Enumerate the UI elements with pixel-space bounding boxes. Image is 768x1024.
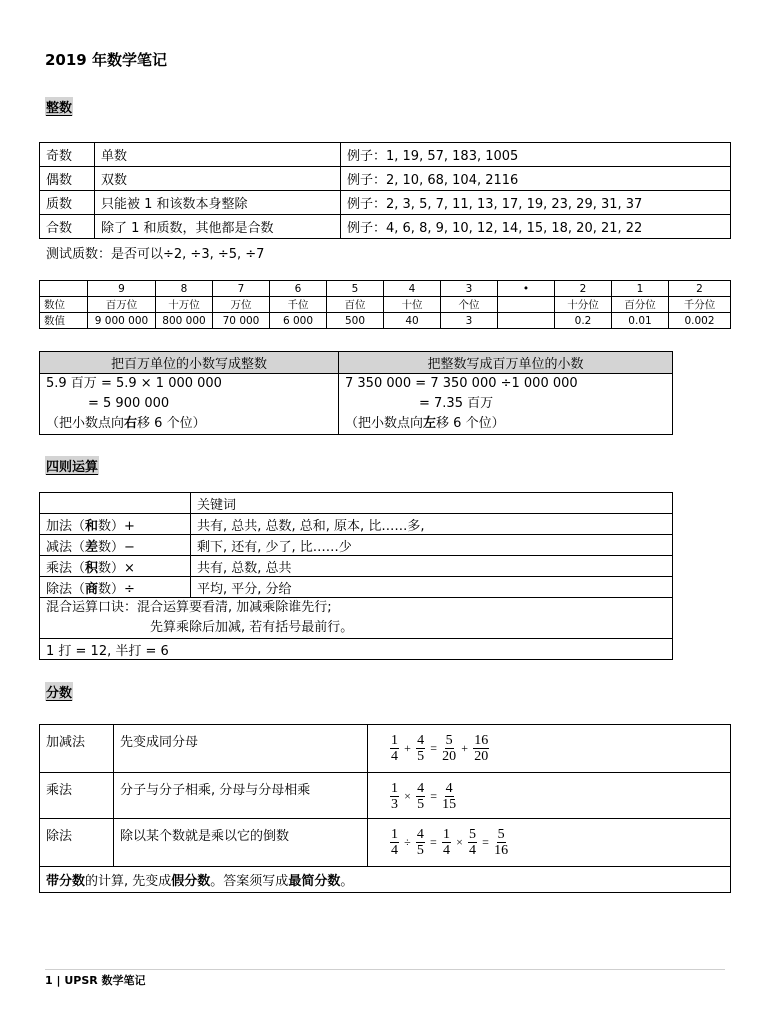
denominator: 15 (442, 797, 457, 812)
table-row (40, 598, 673, 639)
place-digit: • (498, 281, 555, 297)
op-emphasis: 差 (85, 539, 99, 555)
number-type-desc: 单数 (95, 143, 341, 167)
place-digit: 5 (327, 281, 384, 297)
math-expression (374, 825, 508, 858)
fraction (442, 827, 451, 858)
fraction (390, 781, 399, 812)
place-value-value-row (40, 313, 731, 329)
fraction (390, 733, 399, 764)
place-digit: 9 (88, 281, 156, 297)
op-text: 减法（ (46, 539, 86, 555)
prime-test-note: 测试质数：是否可以÷2, ÷3, ÷5, ÷7 (46, 247, 265, 262)
number-type-name: 奇数 (40, 143, 95, 167)
equation-line: 5.9 百万 = 5.9 × 1 000 000 (46, 376, 222, 391)
op-text: 数）+ (98, 518, 135, 534)
page-footer: 1 | UPSR 数学笔记 (45, 974, 146, 987)
place-position: 十位 (384, 297, 441, 313)
table-row (40, 725, 731, 773)
numerator: 5 (497, 827, 505, 842)
math-expression (374, 731, 489, 764)
number-type-example: 例子：2, 3, 5, 7, 11, 13, 17, 19, 23, 29, 31, 37 (341, 191, 731, 215)
numerator: 1 (391, 733, 398, 748)
note-emphasis: 左 (423, 416, 437, 431)
denominator: 4 (469, 843, 476, 858)
place-position: 十万位 (156, 297, 213, 313)
rule-note (46, 414, 332, 434)
op-text: 加法（ (46, 518, 86, 534)
place-value: 6 000 (270, 313, 327, 329)
number-type-example: 例子：4, 6, 8, 9, 10, 12, 14, 15, 18, 20, 21, 22 (341, 215, 731, 239)
empty-cell (498, 313, 555, 329)
column-header: 把百万单位的小数写成整数 (40, 352, 339, 374)
place-position: 个位 (441, 297, 498, 313)
place-value: 800 000 (156, 313, 213, 329)
place-position: 万位 (213, 297, 270, 313)
numerator: 16 (474, 733, 489, 748)
million-conversion-table (39, 351, 673, 435)
denominator: 20 (474, 749, 489, 764)
numerator: 4 (417, 781, 425, 796)
table-row (40, 374, 673, 435)
multiply-sign: × (404, 789, 411, 803)
note-text: 。答案须写成 (210, 874, 289, 889)
operation-keywords: 共有, 总数, 总共 (191, 556, 673, 577)
equation-line: = 7.35 百万 (419, 396, 494, 411)
math-expression (374, 779, 456, 812)
note-emphasis: 右 (124, 416, 138, 431)
number-type-name: 合数 (40, 215, 95, 239)
operation-keywords: 平均, 平分, 分给 (191, 577, 673, 598)
row-label: 数值 (40, 313, 88, 329)
place-position: 百分位 (612, 297, 669, 313)
numerator: 1 (442, 827, 450, 842)
place-position: 百位 (327, 297, 384, 313)
op-text: 除法（ (46, 581, 86, 597)
number-type-example: 例子：2, 10, 68, 104, 2116 (341, 167, 731, 191)
numerator: 4 (417, 733, 425, 748)
table-row (40, 867, 731, 893)
operation-name (40, 577, 191, 598)
fraction-rule: 分子与分子相乘, 分母与分母相乘 (114, 773, 368, 819)
number-type-desc: 只能被 1 和该数本身整除 (95, 191, 341, 215)
place-value: 70 000 (213, 313, 270, 329)
mixed-number-note (40, 867, 731, 893)
table-header-row (40, 352, 673, 374)
column-header: 把整数写成百万单位的小数 (339, 352, 673, 374)
note-text: 移 6 个位） (137, 416, 206, 431)
fraction (416, 733, 425, 764)
place-value: 0.002 (669, 313, 731, 329)
fraction (442, 733, 456, 764)
place-position: 十分位 (555, 297, 612, 313)
fraction-operation: 乘法 (40, 773, 114, 819)
equation-line: = 5 900 000 (88, 396, 170, 411)
op-text: 数）− (98, 539, 135, 555)
op-emphasis: 和 (85, 518, 99, 534)
fraction (442, 781, 456, 812)
divide-sign: ÷ (404, 835, 411, 849)
place-value: 9 000 000 (88, 313, 156, 329)
section-heading-fractions: 分数 (45, 682, 73, 701)
place-digit: 7 (213, 281, 270, 297)
denominator: 5 (417, 797, 425, 812)
place-digit: 3 (441, 281, 498, 297)
empty-cell (40, 281, 88, 297)
place-value-position-row (40, 297, 731, 313)
numerator: 5 (445, 733, 453, 748)
note-text: （把小数点向 (345, 416, 424, 431)
decimal-to-integer-cell (40, 374, 339, 435)
section-heading-integers: 整数 (45, 97, 73, 116)
fraction (468, 827, 477, 858)
table-header-row (40, 493, 673, 514)
table-row (40, 773, 731, 819)
place-digit: 1 (612, 281, 669, 297)
operation-name (40, 535, 191, 556)
denominator: 4 (391, 749, 398, 764)
denominator: 5 (417, 749, 425, 764)
note-text: 移 6 个位） (436, 416, 505, 431)
number-type-name: 偶数 (40, 167, 95, 191)
equals-sign: = (482, 835, 489, 849)
op-emphasis: 积 (85, 560, 99, 576)
table-row (40, 167, 731, 191)
rule-line: 混合运算口诀：混合运算要看清, 加减乘除谁先行; (46, 600, 332, 615)
note-text: （把小数点向 (46, 416, 125, 431)
operation-name (40, 556, 191, 577)
table-row (40, 191, 731, 215)
denominator: 3 (391, 797, 398, 812)
dozen-note: 1 打 = 12, 半打 = 6 (40, 639, 673, 660)
op-text: 数）× (98, 560, 135, 576)
table-row (40, 556, 673, 577)
table-row (40, 514, 673, 535)
note-text: 。 (340, 874, 354, 889)
op-text: 数）÷ (98, 581, 135, 597)
rule-line: 先算乘除后加减, 若有括号最前行。 (150, 620, 354, 635)
note-emphasis: 最简分数 (288, 874, 341, 889)
equals-sign: = (430, 741, 437, 755)
place-position: 千分位 (669, 297, 731, 313)
place-value: 0.01 (612, 313, 669, 329)
fraction (390, 827, 399, 858)
place-value-digit-row (40, 281, 731, 297)
fraction-rule: 先变成同分母 (114, 725, 368, 773)
fraction (416, 827, 425, 858)
empty-cell (498, 297, 555, 313)
place-digit: 2 (555, 281, 612, 297)
table-row (40, 215, 731, 239)
number-type-desc: 双数 (95, 167, 341, 191)
note-text: 的计算, 先变成 (85, 874, 172, 889)
page-title: 2019 年数学笔记 (45, 51, 167, 69)
section-heading-operations: 四则运算 (45, 456, 99, 475)
denominator: 20 (442, 749, 457, 764)
place-position: 千位 (270, 297, 327, 313)
fraction-example-add (368, 725, 731, 773)
table-row (40, 639, 673, 660)
operations-table (39, 492, 673, 660)
place-position: 百万位 (88, 297, 156, 313)
equals-sign: = (430, 835, 437, 849)
denominator: 4 (391, 843, 398, 858)
operation-keywords: 共有, 总共, 总数, 总和, 原本, 比……多, (191, 514, 673, 535)
row-label: 数位 (40, 297, 88, 313)
place-digit: 6 (270, 281, 327, 297)
numerator: 5 (469, 827, 476, 842)
equation-line: 7 350 000 = 7 350 000 ÷1 000 000 (345, 376, 578, 391)
fraction (494, 827, 508, 858)
denominator: 16 (494, 843, 509, 858)
multiply-sign: × (456, 835, 463, 849)
denominator: 5 (416, 843, 424, 858)
fraction-example-multiply (368, 773, 731, 819)
number-type-name: 质数 (40, 191, 95, 215)
numerator: 4 (445, 781, 453, 796)
place-value: 40 (384, 313, 441, 329)
note-emphasis: 带分数 (46, 874, 86, 889)
place-value-table (39, 280, 731, 329)
numerator: 1 (391, 827, 398, 842)
fraction (473, 733, 489, 764)
mixed-operation-rule (40, 598, 673, 639)
table-row (40, 143, 731, 167)
number-types-table (39, 142, 731, 239)
number-type-desc: 除了 1 和质数，其他都是合数 (95, 215, 341, 239)
op-text: 乘法（ (46, 560, 86, 576)
table-row (40, 819, 731, 867)
table-row (40, 535, 673, 556)
fractions-table (39, 724, 731, 893)
place-value: 500 (327, 313, 384, 329)
empty-cell (40, 493, 191, 514)
fraction-example-divide (368, 819, 731, 867)
numerator: 4 (416, 827, 424, 842)
footer-divider (45, 969, 725, 970)
operation-name (40, 514, 191, 535)
denominator: 4 (442, 843, 450, 858)
fraction-rule: 除以某个数就是乘以它的倒数 (114, 819, 368, 867)
place-digit: 4 (384, 281, 441, 297)
fraction-operation: 除法 (40, 819, 114, 867)
rule-note (345, 414, 666, 434)
fraction (416, 781, 425, 812)
integer-to-decimal-cell (339, 374, 673, 435)
operation-keywords: 剩下, 还有, 少了, 比……少 (191, 535, 673, 556)
op-emphasis: 商 (85, 581, 99, 597)
numerator: 1 (391, 781, 398, 796)
place-digit: 8 (156, 281, 213, 297)
note-emphasis: 假分数 (171, 874, 211, 889)
column-header: 关键词 (191, 493, 673, 514)
equals-sign: = (430, 789, 437, 803)
plus-sign: + (461, 741, 469, 755)
number-type-example: 例子：1, 19, 57, 183, 1005 (341, 143, 731, 167)
place-digit: 2 (669, 281, 731, 297)
fraction-operation: 加减法 (40, 725, 114, 773)
plus-sign: + (404, 741, 411, 755)
place-value: 0.2 (555, 313, 612, 329)
table-row (40, 577, 673, 598)
place-value: 3 (441, 313, 498, 329)
